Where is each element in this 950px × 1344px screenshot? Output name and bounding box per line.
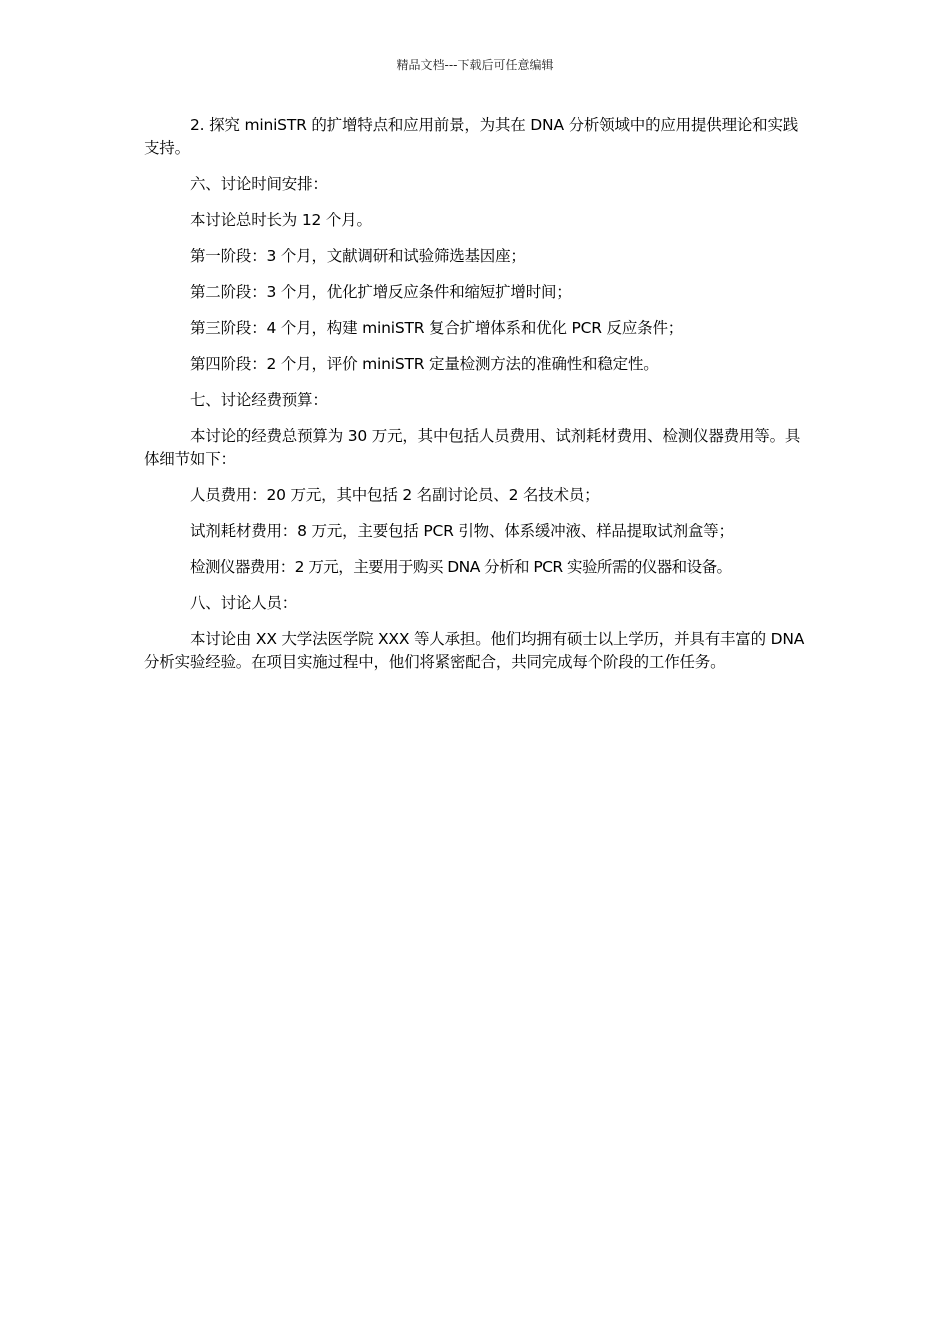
heading-budget: 七、讨论经费预算： xyxy=(190,391,328,409)
paragraph-team: 本讨论由 XX 大学法医学院 XXX 等人承担。他们均拥有硕士以上学历，并具有丰富的 DNA 分析实验经验。在项目实施过程中，他们将紧密配合，共同完成每个阶段的工作任务。 xyxy=(144,630,805,671)
paragraph-instrument-cost: 检测仪器费用：2 万元，主要用于购买 DNA 分析和 PCR 实验所需的仪器和设备。 xyxy=(190,558,732,576)
paragraph-stage-3: 第三阶段：4 个月，构建 miniSTR 复合扩增体系和优化 PCR 反应条件； xyxy=(190,319,684,337)
heading-schedule: 六、讨论时间安排： xyxy=(190,175,328,193)
paragraph-personnel-cost: 人员费用：20 万元，其中包括 2 名副讨论员、2 名技术员； xyxy=(190,486,600,504)
paragraph-budget-total: 本讨论的经费总预算为 30 万元，其中包括人员费用、试剂耗材费用、检测仪器费用等。具体细节如下： xyxy=(144,427,801,468)
page-header: 精品文档---下载后可任意编辑 xyxy=(396,58,554,72)
heading-personnel: 八、讨论人员： xyxy=(190,594,298,612)
document-body xyxy=(144,114,812,687)
paragraph-research-goal: 2. 探究 miniSTR 的扩增特点和应用前景，为其在 DNA 分析领域中的应用提供理论和实践支持。 xyxy=(144,116,799,157)
paragraph-stage-2: 第二阶段：3 个月，优化扩增反应条件和缩短扩增时间； xyxy=(190,283,572,301)
paragraph-duration: 本讨论总时长为 12 个月。 xyxy=(190,211,372,229)
paragraph-stage-1: 第一阶段：3 个月，文献调研和试验筛选基因座； xyxy=(190,247,526,265)
paragraph-reagent-cost: 试剂耗材费用：8 万元，主要包括 PCR 引物、体系缓冲液、样品提取试剂盒等； xyxy=(190,522,734,540)
paragraph-stage-4: 第四阶段：2 个月，评价 miniSTR 定量检测方法的准确性和稳定性。 xyxy=(190,355,659,373)
